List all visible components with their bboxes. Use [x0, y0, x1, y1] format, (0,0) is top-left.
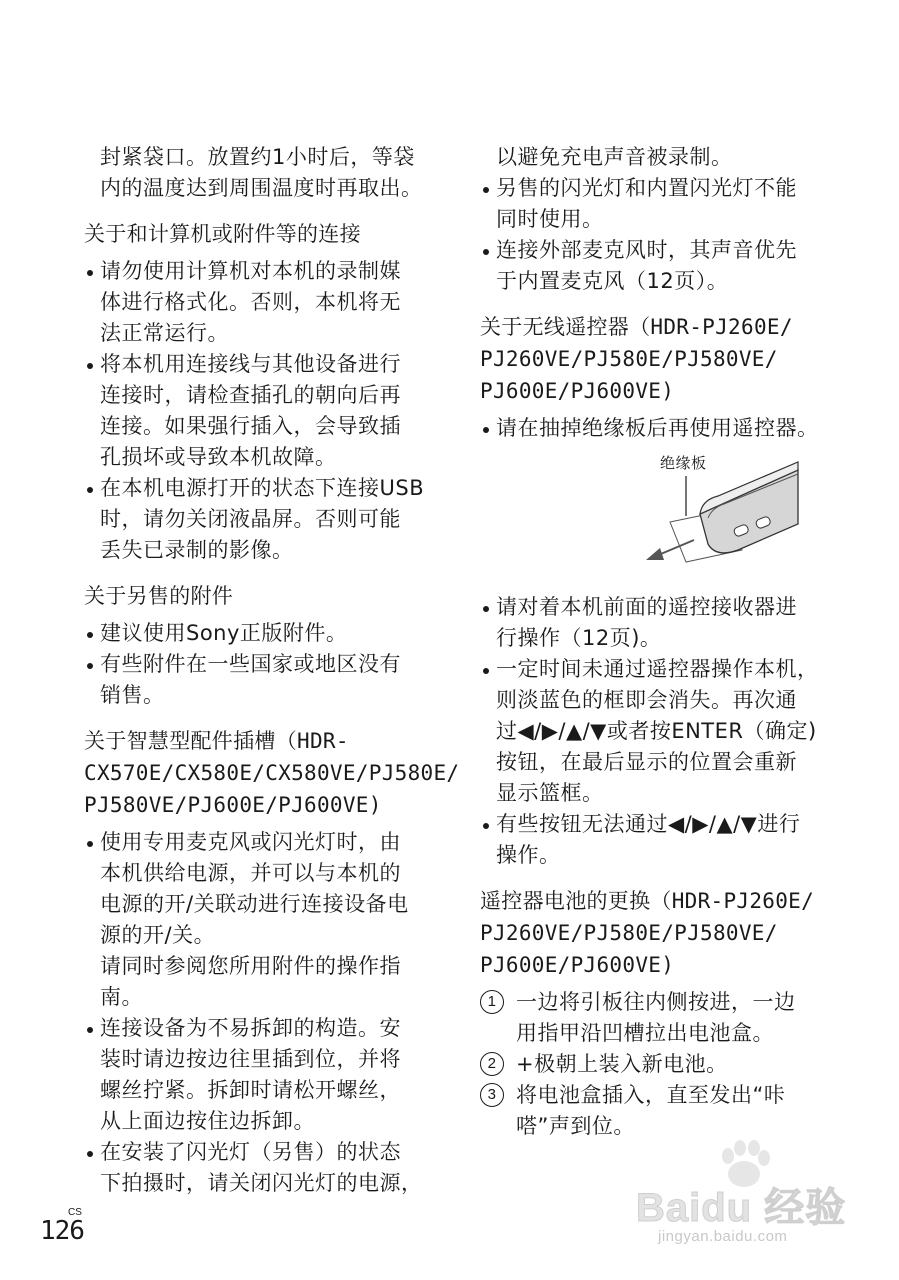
list-item: 请勿使用计算机对本机的录制媒 体进行格式化。否则，本机将无 法正常运行。	[84, 256, 432, 349]
list-item: 有些按钮无法通过◀/▶/▲/▼进行 操作。	[480, 809, 830, 871]
numbered-step-1: 1 一边将引板往内侧按进，一边 用指甲沿凹槽拉出电池盒。	[480, 987, 830, 1049]
numbered-step-3: 3 将电池盒插入，直至发出“咔 嗒”声到位。	[480, 1080, 830, 1142]
list-item: 在安装了闪光灯（另售）的状态 下拍摄时，请关闭闪光灯的电源，	[84, 1137, 432, 1199]
list-item: 一定时间未通过遥控器操作本机， 则淡蓝色的框即会消失。再次通 过◀/▶/▲/▼或者按ENTER（确定) 按钮，在最后显示的位置会重新 显示篮框。	[480, 654, 830, 809]
list-item: 使用专用麦克风或闪光灯时，由 本机供给电源，并可以与本机的 电源的开/关联动进行连接设备电 源的开/关。 请同时参阅您所用附件的操作指 南。	[84, 827, 432, 1013]
section-heading-remote: 关于无线遥控器（HDR-PJ260E/ PJ260VE/PJ580E/PJ580VE/ PJ600E/PJ600VE)	[480, 315, 793, 403]
step-number: 3	[480, 1083, 504, 1107]
step-number: 2	[480, 1052, 504, 1076]
right-column	[480, 142, 830, 1142]
list-item: 请在抽掉绝缘板后再使用遥控器。	[480, 413, 830, 444]
page-number: 126	[40, 1216, 84, 1246]
list-item: 请对着本机前面的遥控接收器进 行操作（12页)。	[480, 592, 830, 654]
left-column	[84, 142, 460, 1199]
section-heading-battery: 遥控器电池的更换（HDR-PJ260E/ PJ260VE/PJ580E/PJ580VE/ PJ600E/PJ600VE)	[480, 889, 815, 977]
list-item: 有些附件在一些国家或地区没有 销售。	[84, 649, 432, 711]
section-heading-smart-shoe: 关于智慧型配件插槽（HDR- CX570E/CX580E/CX580VE/PJ580E/ PJ580VE/PJ600E/PJ600VE)	[84, 729, 460, 817]
list-item: 另售的闪光灯和内置闪光灯不能 同时使用。	[480, 173, 830, 235]
continued-line: 以避免充电声音被录制。	[496, 145, 733, 169]
section-heading-connection: 关于和计算机或附件等的连接	[84, 222, 361, 246]
watermark-brand: Baidu 经验	[636, 1186, 847, 1230]
watermark-url: jingyan.baidu.com	[658, 1228, 788, 1245]
figure-label: 绝缘板	[660, 454, 707, 472]
intro-line-2: 内的温度达到周围温度时再取出。	[100, 176, 423, 200]
section-heading-accessories: 关于另售的附件	[84, 584, 234, 608]
remote-control-illustration	[480, 452, 830, 582]
numbered-step-2: 2 +极朝上装入新电池。	[480, 1049, 830, 1080]
list-item: 将本机用连接线与其他设备进行 连接时，请检查插孔的朝向后再 连接。如果强行插入，会导致插 孔损坏或导致本机故障。	[84, 349, 432, 473]
list-item: 连接设备为不易拆卸的构造。安 装时请边按边往里插到位，并将 螺丝拧紧。拆卸时请松开螺丝， 从上面边按住边拆卸。	[84, 1013, 432, 1137]
intro-line-1: 封紧袋口。放置约1小时后，等袋	[100, 145, 415, 169]
language-code: CS	[68, 1207, 82, 1218]
list-item: 连接外部麦克风时，其声音优先 于内置麦克风（12页）。	[480, 235, 830, 297]
list-item: 建议使用Sony正版附件。	[84, 618, 432, 649]
list-item: 在本机电源打开的状态下连接USB 时，请勿关闭液晶屏。否则可能 丢失已录制的影像。	[84, 473, 432, 566]
remote-insulation-figure	[480, 452, 830, 582]
step-number: 1	[480, 990, 504, 1014]
baidu-watermark	[636, 1140, 866, 1250]
